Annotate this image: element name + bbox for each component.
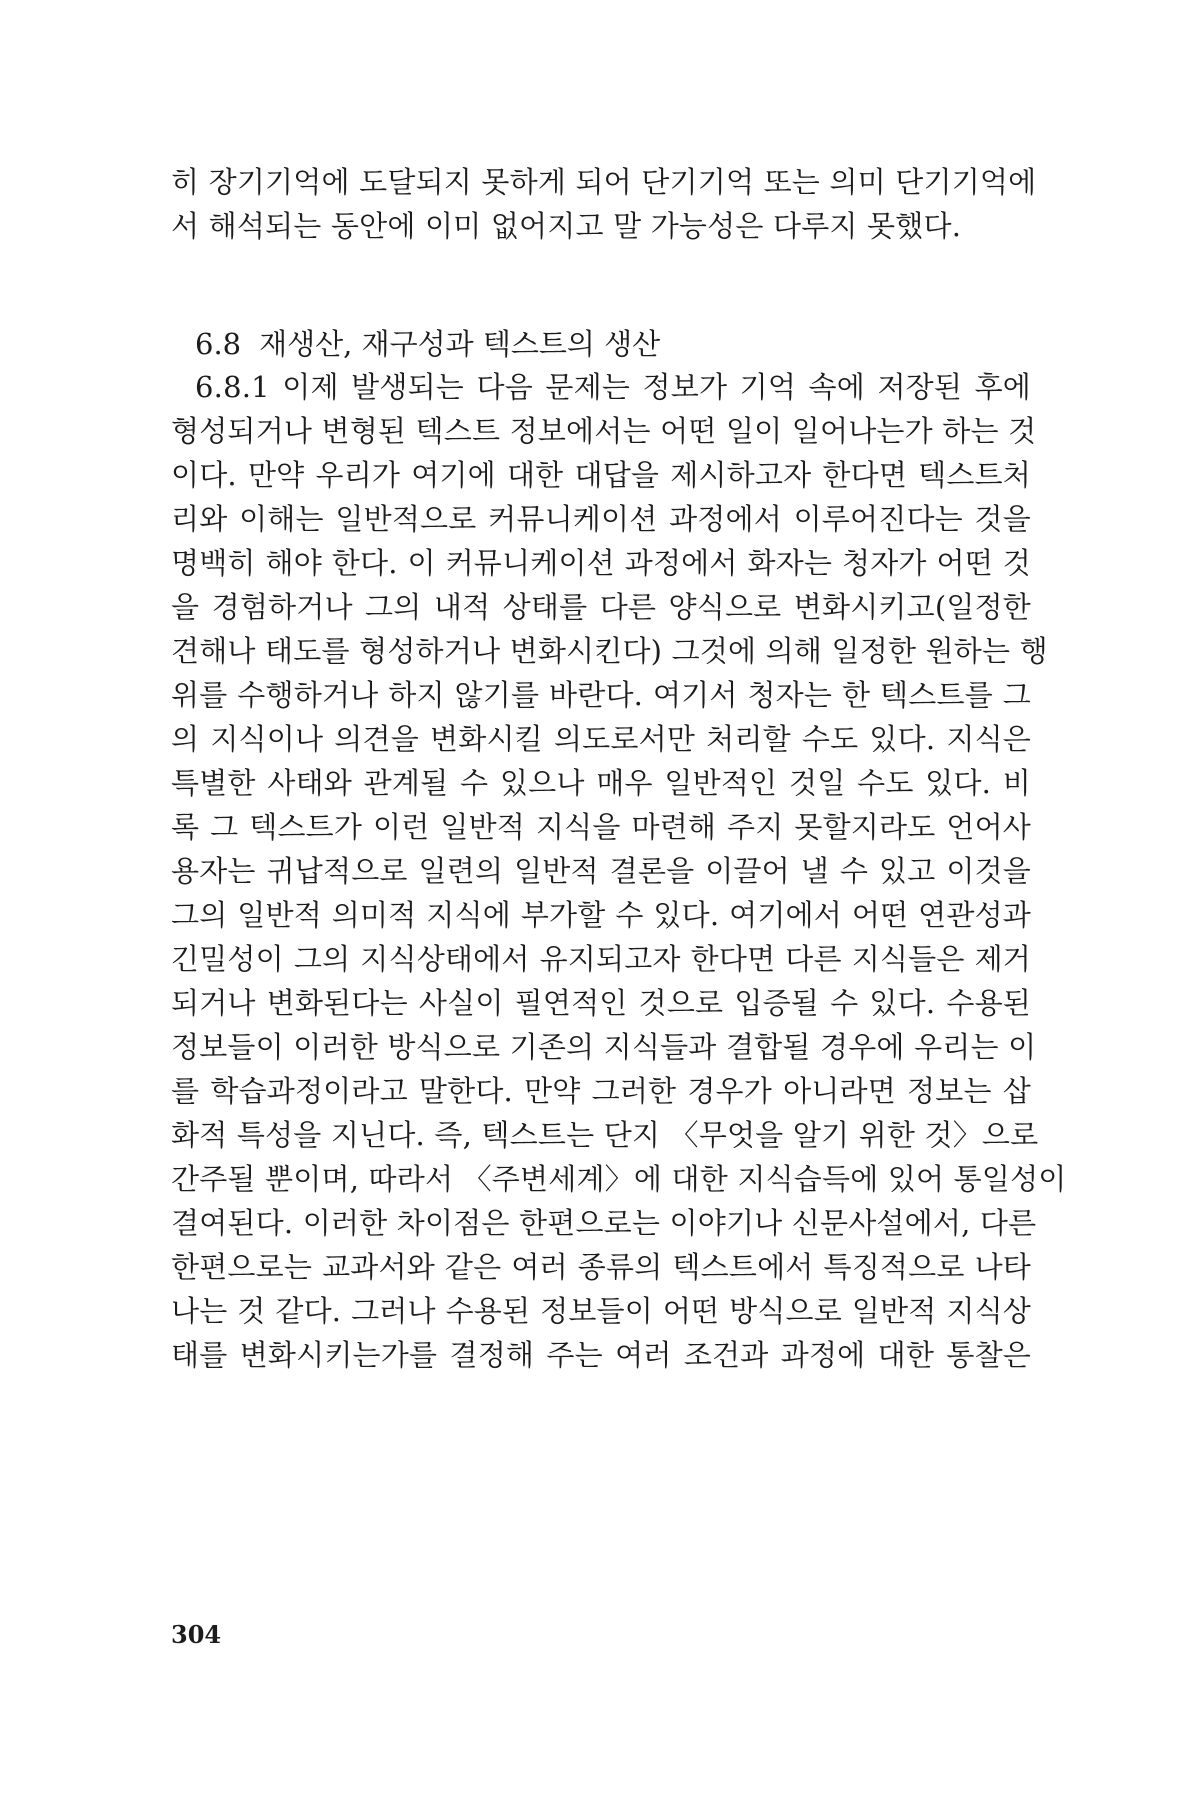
text-line: 히 장기기억에 도달되지 못하게 되어 단기기억 또는 의미 단기기억에 [171,165,1037,199]
text-line: 나는 것 같다. 그러나 수용된 정보들이 어떤 방식으로 일반적 지식상 [171,1294,1031,1328]
text-line: 견해나 태도를 형성하거나 변화시킨다) 그것에 의해 일정한 원하는 행 [171,634,1048,668]
text-line: 되거나 변화된다는 사실이 필연적인 것으로 입증될 수 있다. 수용된 [171,986,1031,1020]
text-line: 서 해석되는 동안에 이미 없어지고 말 가능성은 다루지 못했다. [171,209,962,243]
intro-paragraph [171,160,1037,248]
text-line: 위를 수행하거나 하지 않기를 바란다. 여기서 청자는 한 텍스트를 그 [171,678,1031,712]
text-line: 화적 특성을 지닌다. 즉, 텍스트는 단지 〈무엇을 알기 위한 것〉으로 [171,1118,1039,1152]
text-line: 한편으로는 교과서와 같은 여러 종류의 텍스트에서 특징적으로 나타 [171,1250,1031,1284]
text-line: 긴밀성이 그의 지식상태에서 유지되고자 한다면 다른 지식들은 제거 [171,942,1031,976]
text-line: 태를 변화시키는가를 결정해 주는 여러 조건과 과정에 대한 통찰은 [171,1338,1031,1372]
text-line: 명백히 해야 한다. 이 커뮤니케이션 과정에서 화자는 청자가 어떤 것 [171,546,1031,580]
text-line: 용자는 귀납적으로 일련의 일반적 결론을 이끌어 낼 수 있고 이것을 [171,854,1031,888]
main-paragraph [171,365,1067,1377]
text-line: 특별한 사태와 관계될 수 있으나 매우 일반적인 것일 수도 있다. 비 [171,766,1031,800]
text-line: 그의 일반적 의미적 지식에 부가할 수 있다. 여기에서 어떤 연관성과 [171,898,1031,932]
text-line: 을 경험하거나 그의 내적 상태를 다른 양식으로 변화시키고(일정한 [171,590,1031,624]
text-line: 의 지식이나 의견을 변화시킬 의도로서만 처리할 수도 있다. 지식은 [171,722,1031,756]
section-title: 재생산, 재구성과 텍스트의 생산 [259,327,661,361]
text-line: 이다. 만약 우리가 여기에 대한 대답을 제시하고자 한다면 텍스트처 [171,458,1031,492]
text-line: 정보들이 이러한 방식으로 기존의 지식들과 결합될 경우에 우리는 이 [171,1030,1037,1064]
text-line: 6.8.1 이제 발생되는 다음 문제는 정보가 기억 속에 저장된 후에 [195,370,1031,404]
page-number: 304 [171,1620,222,1649]
text-line: 간주될 뿐이며, 따라서 〈주변세계〉에 대한 지식습득에 있어 통일성이 [171,1162,1067,1196]
section-number: 6.8 [195,327,242,361]
text-line: 리와 이해는 일반적으로 커뮤니케이션 과정에서 이루어진다는 것을 [171,502,1031,536]
text-line: 결여된다. 이러한 차이점은 한편으로는 이야기나 신문사설에서, 다른 [171,1206,1037,1240]
text-line: 를 학습과정이라고 말한다. 만약 그러한 경우가 아니라면 정보는 삽 [171,1074,1031,1108]
text-line: 형성되거나 변형된 텍스트 정보에서는 어떤 일이 일어나는가 하는 것 [171,414,1037,448]
text-line: 록 그 텍스트가 이런 일반적 지식을 마련해 주지 못할지라도 언어사 [171,810,1031,844]
section-heading [195,322,660,366]
